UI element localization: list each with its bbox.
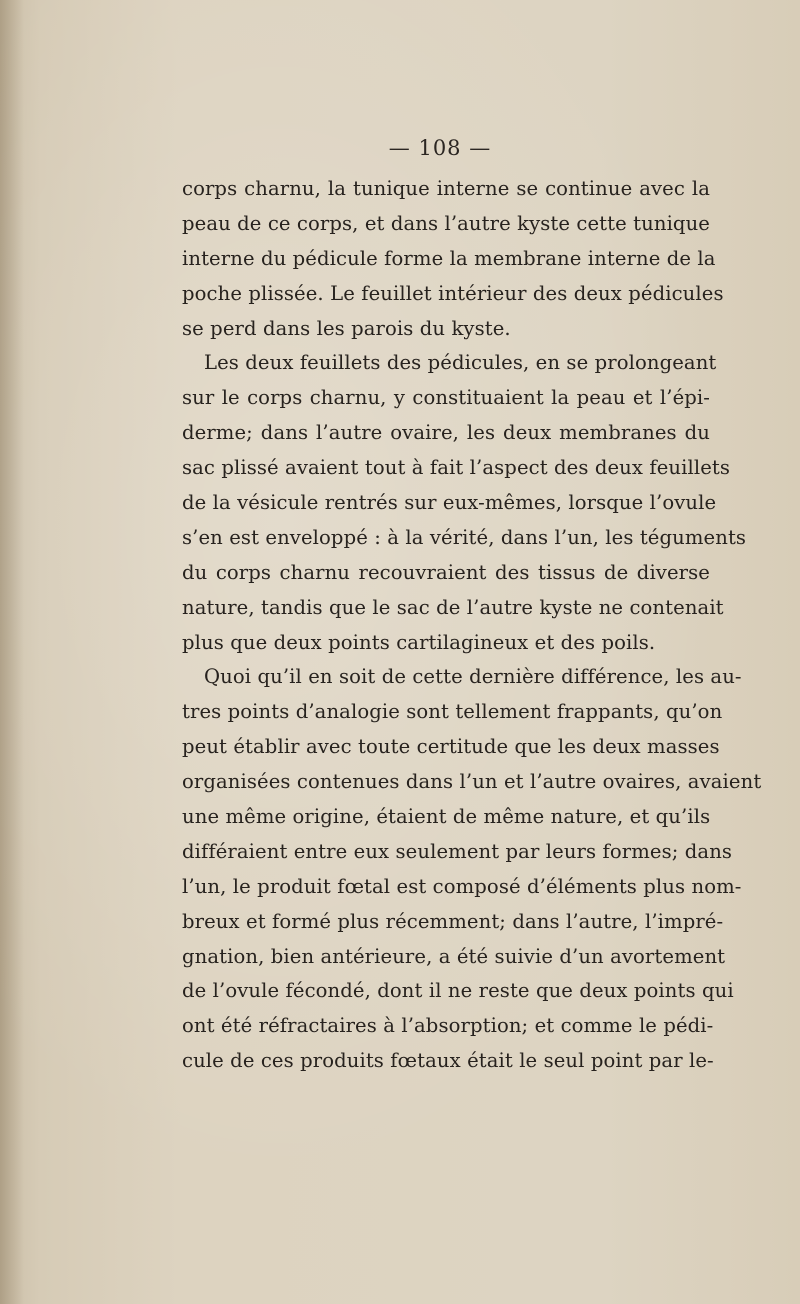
text-line: Quoi qu’il en soit de cette dernière différence, les au- <box>204 665 742 689</box>
text-line: de la vésicule rentrés sur eux-mêmes, lorsque l’ovule <box>182 491 717 515</box>
text-line: derme; dans l’autre ovaire, les deux membranes du <box>182 421 710 445</box>
text-line: ont été réfractaires à l’absorption; et comme le pédi- <box>182 1014 714 1038</box>
text-line: corps charnu, la tunique interne se continue avec la <box>182 177 710 200</box>
text-line: breux et formé plus récemment; dans l’autre, l’impré- <box>182 909 724 933</box>
text-line: différaient entre eux seulement par leurs formes; dans <box>182 839 733 863</box>
text-line: l’un, le produit fœtal est composé d’éléments plus nom- <box>182 874 742 898</box>
text-line: nature, tandis que le sac de l’autre kyste ne contenait <box>182 595 724 619</box>
text-line: sac plissé avaient tout à fait l’aspect des deux feuillets <box>182 456 731 480</box>
text-line: s’en est enveloppé : à la vérité, dans l’un, les téguments <box>182 525 747 549</box>
text-line: tres points d’analogie sont tellement frappants, qu’on <box>182 700 723 724</box>
text-line: de l’ovule fécondé, dont il ne reste que deux points qui <box>182 979 734 1003</box>
text-line: plus que deux points cartilagineux et des poils. <box>182 630 656 654</box>
text-line: poche plissée. Le feuillet intérieur des deux pédicules <box>182 281 724 305</box>
text-line: une même origine, étaient de même nature, et qu’ils <box>182 805 711 829</box>
text-line: se perd dans les parois du kyste. <box>182 316 511 340</box>
text-line: organisées contenues dans l’un et l’autre ovaires, avaient <box>182 770 762 794</box>
text-line: sur le corps charnu, y constituaient la peau et l’épi- <box>182 386 710 410</box>
text-line: cule de ces produits fœtaux était le seul point par le- <box>182 1049 714 1073</box>
page-number: — 108 — <box>388 136 492 160</box>
text-line: interne du pédicule forme la membrane interne de la <box>182 246 716 270</box>
page-gutter-shadow <box>0 0 24 1304</box>
body-text <box>182 172 762 1079</box>
text-line: peau de ce corps, et dans l’autre kyste cette tunique <box>182 211 710 235</box>
text-line: peut établir avec toute certitude que les deux masses <box>182 735 720 759</box>
text-line: du corps charnu recouvraient des tissus de diverse <box>182 560 710 584</box>
text-line: Les deux feuillets des pédicules, en se prolongeant <box>204 351 717 375</box>
text-line: gnation, bien antérieure, a été suivie d’un avortement <box>182 944 726 968</box>
